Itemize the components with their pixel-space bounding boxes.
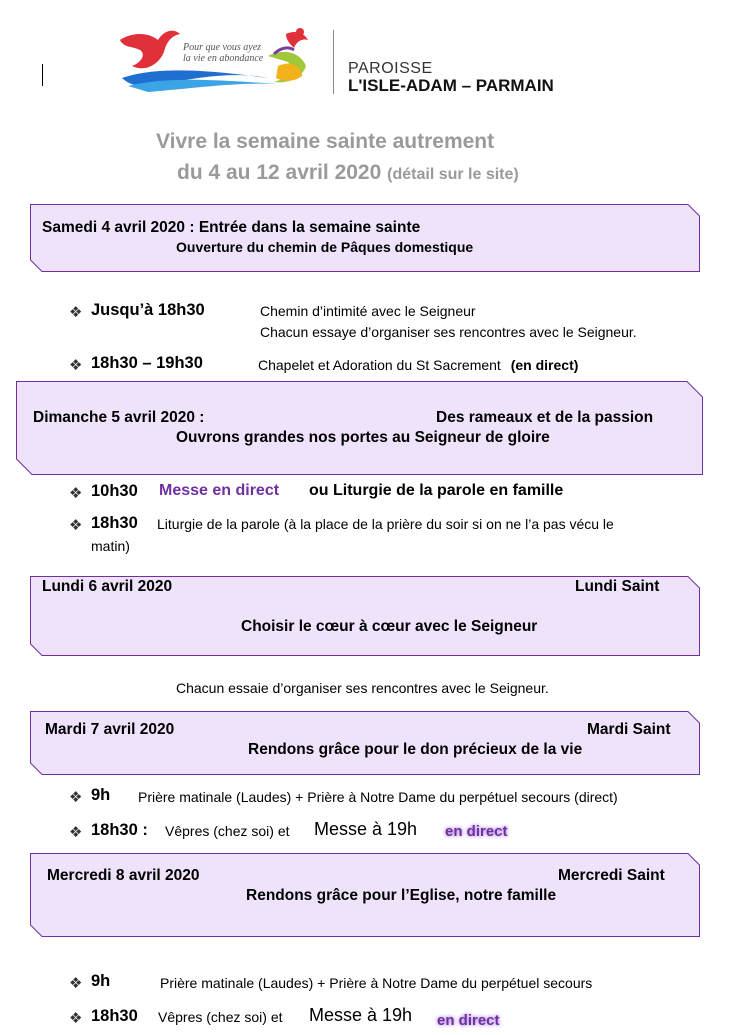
mardi-item1-text: Prière matinale (Laudes) + Prière à Notre Dame du perpétuel secours (direct): [138, 789, 618, 805]
samedi-item2-text: [258, 357, 578, 373]
mardi-item2-time: 18h30 :: [91, 821, 148, 839]
messe-en-direct-link[interactable]: Messe en direct: [159, 482, 280, 499]
lundi-heading: Lundi 6 avril 2020: [42, 578, 173, 595]
samedi-item2-time: 18h30 – 19h30: [91, 354, 203, 372]
dimanche-item1-time: 10h30: [91, 482, 138, 500]
samedi-subheading: Ouverture du chemin de Pâques domestique: [176, 239, 474, 255]
detail-note: (détail sur le site): [387, 166, 519, 183]
mercredi-item2-text: Vêpres (chez soi) et: [158, 1009, 283, 1025]
samedi-heading: Samedi 4 avril 2020 : Entrée dans la semaine sainte: [42, 219, 421, 236]
page-title: Vivre la semaine sainte autrement: [156, 130, 495, 153]
samedi-banner: [30, 204, 700, 272]
logo-divider: [333, 30, 334, 94]
logo-tagline: [183, 42, 263, 64]
text-cursor: [42, 64, 43, 86]
bullet-icon: ❖: [69, 824, 83, 841]
tagline-line2: la vie en abondance: [183, 53, 264, 64]
mardi-banner: [30, 711, 700, 775]
bullet-icon: ❖: [69, 357, 83, 374]
mardi-subheading: Rendons grâce pour le don précieux de la vie: [248, 741, 583, 758]
mercredi-banner: [30, 853, 700, 937]
paroisse-label: PAROISSE: [348, 60, 433, 77]
samedi-item1-text2: Chacun essaye d’organiser ses rencontres avec le Seigneur.: [260, 324, 637, 340]
mercredi-theme: Mercredi Saint: [558, 867, 665, 884]
dimanche-heading: Dimanche 5 avril 2020 :: [33, 409, 205, 426]
bullet-icon: ❖: [69, 304, 83, 321]
tagline-line1: Pour que vous ayez: [183, 42, 262, 53]
lundi-subheading: Choisir le cœur à cœur avec le Seigneur: [241, 618, 538, 635]
bullet-icon: ❖: [69, 975, 83, 992]
paroisse-name: L'ISLE-ADAM – PARMAIN: [348, 76, 554, 95]
samedi-item1-text: Chemin d’intimité avec le Seigneur: [260, 303, 476, 319]
mardi-theme: Mardi Saint: [587, 721, 671, 738]
mardi-item1-time: 9h: [91, 786, 111, 804]
dimanche-item2-time: 18h30: [91, 514, 138, 532]
dimanche-subheading: Ouvrons grandes nos portes au Seigneur de gloire: [176, 429, 550, 446]
samedi-item2-note: (en direct): [510, 357, 579, 373]
mardi-item2-text: Vêpres (chez soi) et: [165, 823, 290, 839]
samedi-item2-label: Chapelet et Adoration du St Sacrement: [258, 357, 501, 373]
date-range: du 4 au 12 avril 2020: [177, 161, 382, 184]
lundi-banner: [30, 576, 700, 656]
mardi-heading: Mardi 7 avril 2020: [45, 721, 175, 738]
dimanche-item1-text: ou Liturgie de la parole en famille: [309, 482, 564, 499]
dimanche-item2-text: Liturgie de la parole (à la place de la prière du soir si on ne l’a pas vécu le: [157, 516, 614, 532]
dimanche-theme: Des rameaux et de la passion: [436, 409, 654, 426]
dimanche-banner: [16, 381, 703, 475]
mardi-item2-mass: Messe à 19h: [314, 819, 418, 839]
mercredi-item1-time: 9h: [91, 972, 111, 990]
lundi-theme: Lundi Saint: [575, 578, 660, 595]
bullet-icon: ❖: [69, 517, 83, 534]
bullet-icon: ❖: [69, 485, 83, 502]
mercredi-item2-mass: Messe à 19h: [309, 1005, 413, 1025]
mercredi-item1-text: Prière matinale (Laudes) + Prière à Notre Dame du perpétuel secours: [160, 975, 593, 991]
mercredi-live-link[interactable]: en direct: [437, 1012, 500, 1029]
page-subtitle: [177, 161, 519, 185]
mercredi-subheading: Rendons grâce pour l’Eglise, notre famille: [246, 887, 557, 904]
mardi-live-link[interactable]: en direct: [445, 823, 508, 840]
lundi-note: Chacun essaie d’organiser ses rencontres avec le Seigneur.: [176, 680, 549, 696]
mercredi-item2-time: 18h30: [91, 1007, 138, 1025]
bullet-icon: ❖: [69, 1010, 83, 1027]
dimanche-item2-text2: matin): [91, 538, 130, 554]
samedi-item1-time: Jusqu’à 18h30: [91, 301, 205, 319]
bullet-icon: ❖: [69, 789, 83, 806]
mercredi-heading: Mercredi 8 avril 2020: [47, 867, 200, 884]
